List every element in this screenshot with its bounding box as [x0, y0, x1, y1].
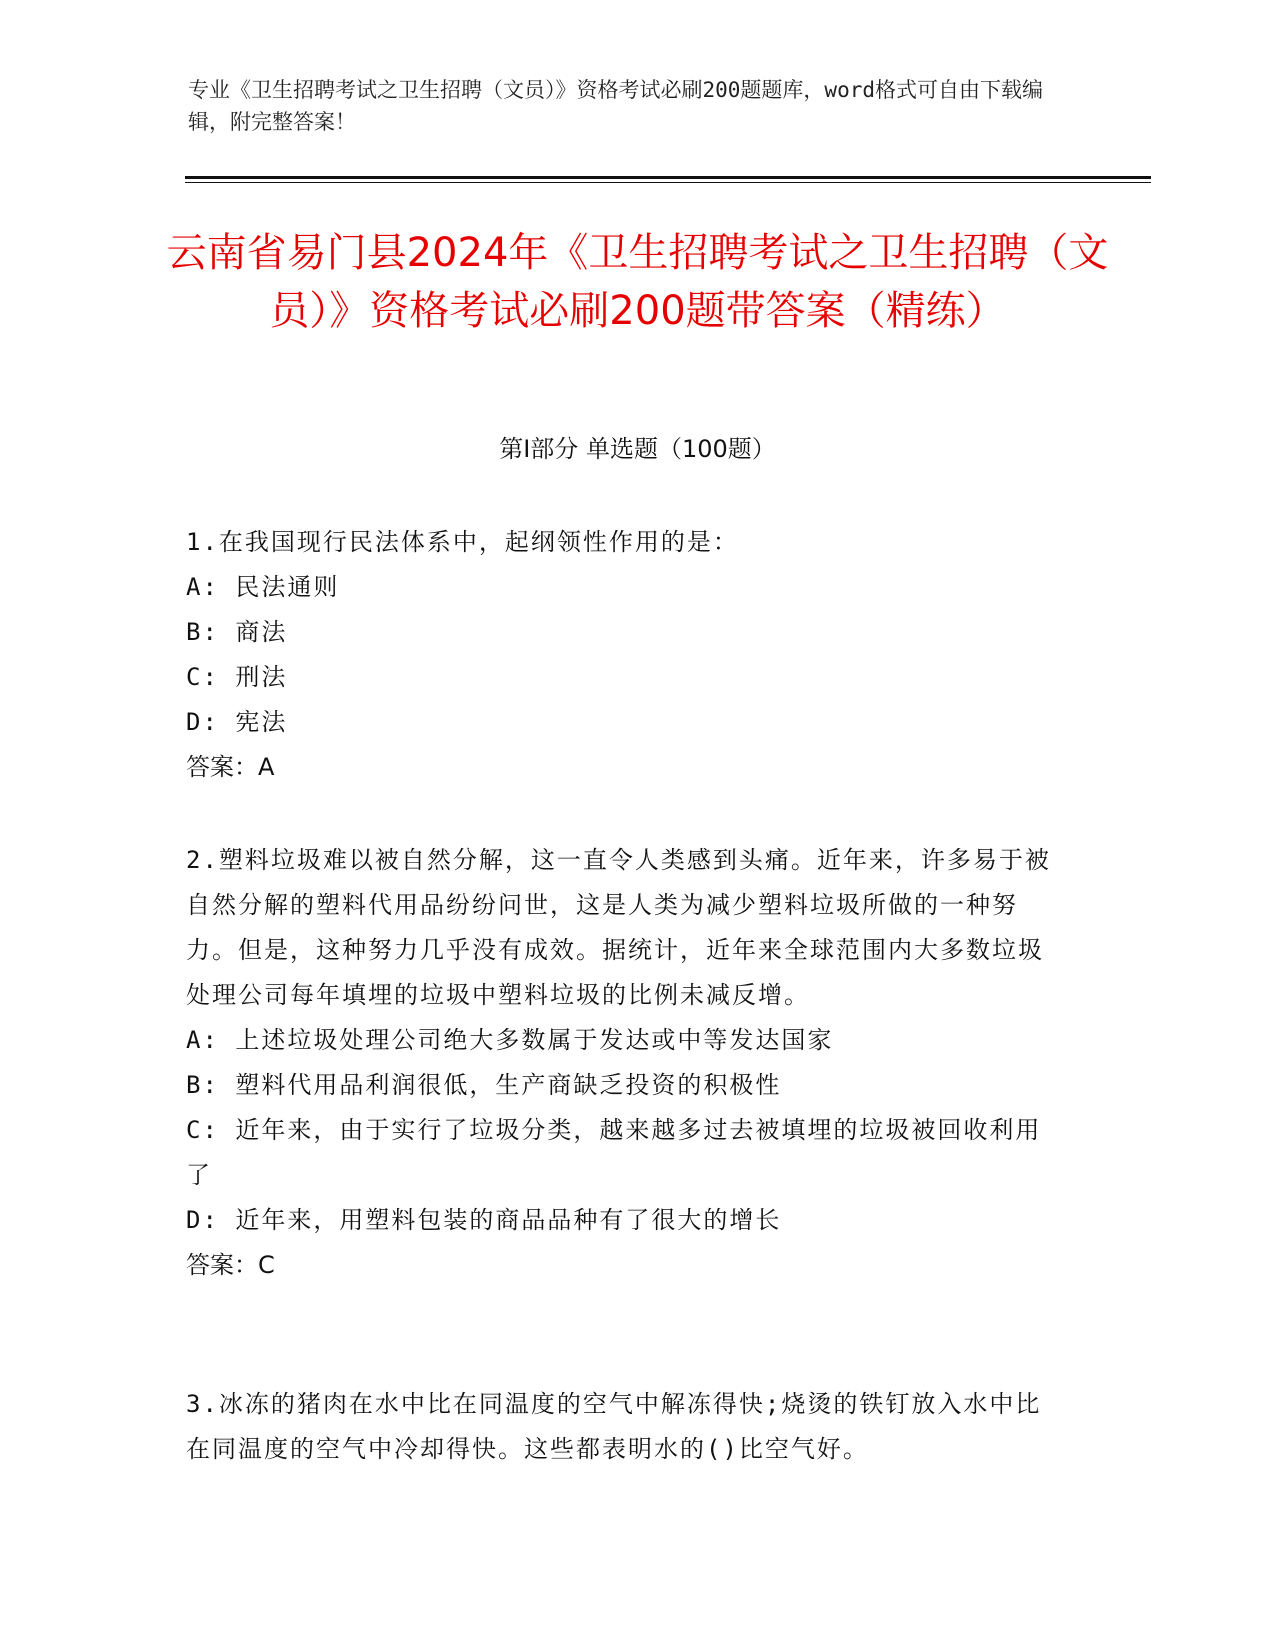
- question-1: [186, 520, 1066, 790]
- document-title: 云南省易门县2024年《卫生招聘考试之卫生招聘（文员）》资格考试必刷200题带答案（精练）: [166, 230, 1109, 334]
- question-stem: 3.冰冻的猪肉在水中比在同温度的空气中解冻得快;烧烫的铁钉放入水中比在同温度的空气中冷却得快。这些都表明水的()比空气好。: [186, 1390, 1042, 1463]
- option-b: B: 塑料代用品利润很低，生产商缺乏投资的积极性: [186, 1071, 782, 1099]
- question-stem: 2.塑料垃圾难以被自然分解，这一直令人类感到头痛。近年来，许多易于被自然分解的塑料代用品纷纷问世，这是人类为减少塑料垃圾所做的一种努力。但是，这种努力几乎没有成效。据统计，近年来全球范围内大多数垃圾处理公司每年填埋的垃圾中塑料垃圾的比例未减反增。: [186, 846, 1051, 1009]
- question-stem: 1.在我国现行民法体系中，起纲领性作用的是：: [186, 528, 739, 556]
- question-3: [186, 1382, 1066, 1472]
- option-b: B: 商法: [186, 618, 288, 646]
- header-divider-thin: [185, 182, 1151, 183]
- option-a: A: 上述垃圾处理公司绝大多数属于发达或中等发达国家: [186, 1026, 834, 1054]
- header-note: 专业《卫生招聘考试之卫生招聘（文员）》资格考试必刷200题题库，word格式可自由下载编辑，附完整答案！: [188, 78, 1043, 134]
- option-a: A: 民法通则: [186, 573, 340, 601]
- answer-label: 答案：A: [186, 753, 275, 781]
- option-c: C: 近年来，由于实行了垃圾分类，越来越多过去被填埋的垃圾被回收利用了: [186, 1116, 1042, 1189]
- header-divider-thick: [185, 176, 1151, 179]
- answer-label: 答案：C: [186, 1251, 275, 1279]
- option-d: D: 宪法: [186, 708, 288, 736]
- section-heading: 第I部分 单选题（100题）: [499, 435, 776, 463]
- option-c: C: 刑法: [186, 663, 288, 691]
- option-d: D: 近年来，用塑料包装的商品品种有了很大的增长: [186, 1206, 782, 1234]
- question-2: [186, 838, 1066, 1288]
